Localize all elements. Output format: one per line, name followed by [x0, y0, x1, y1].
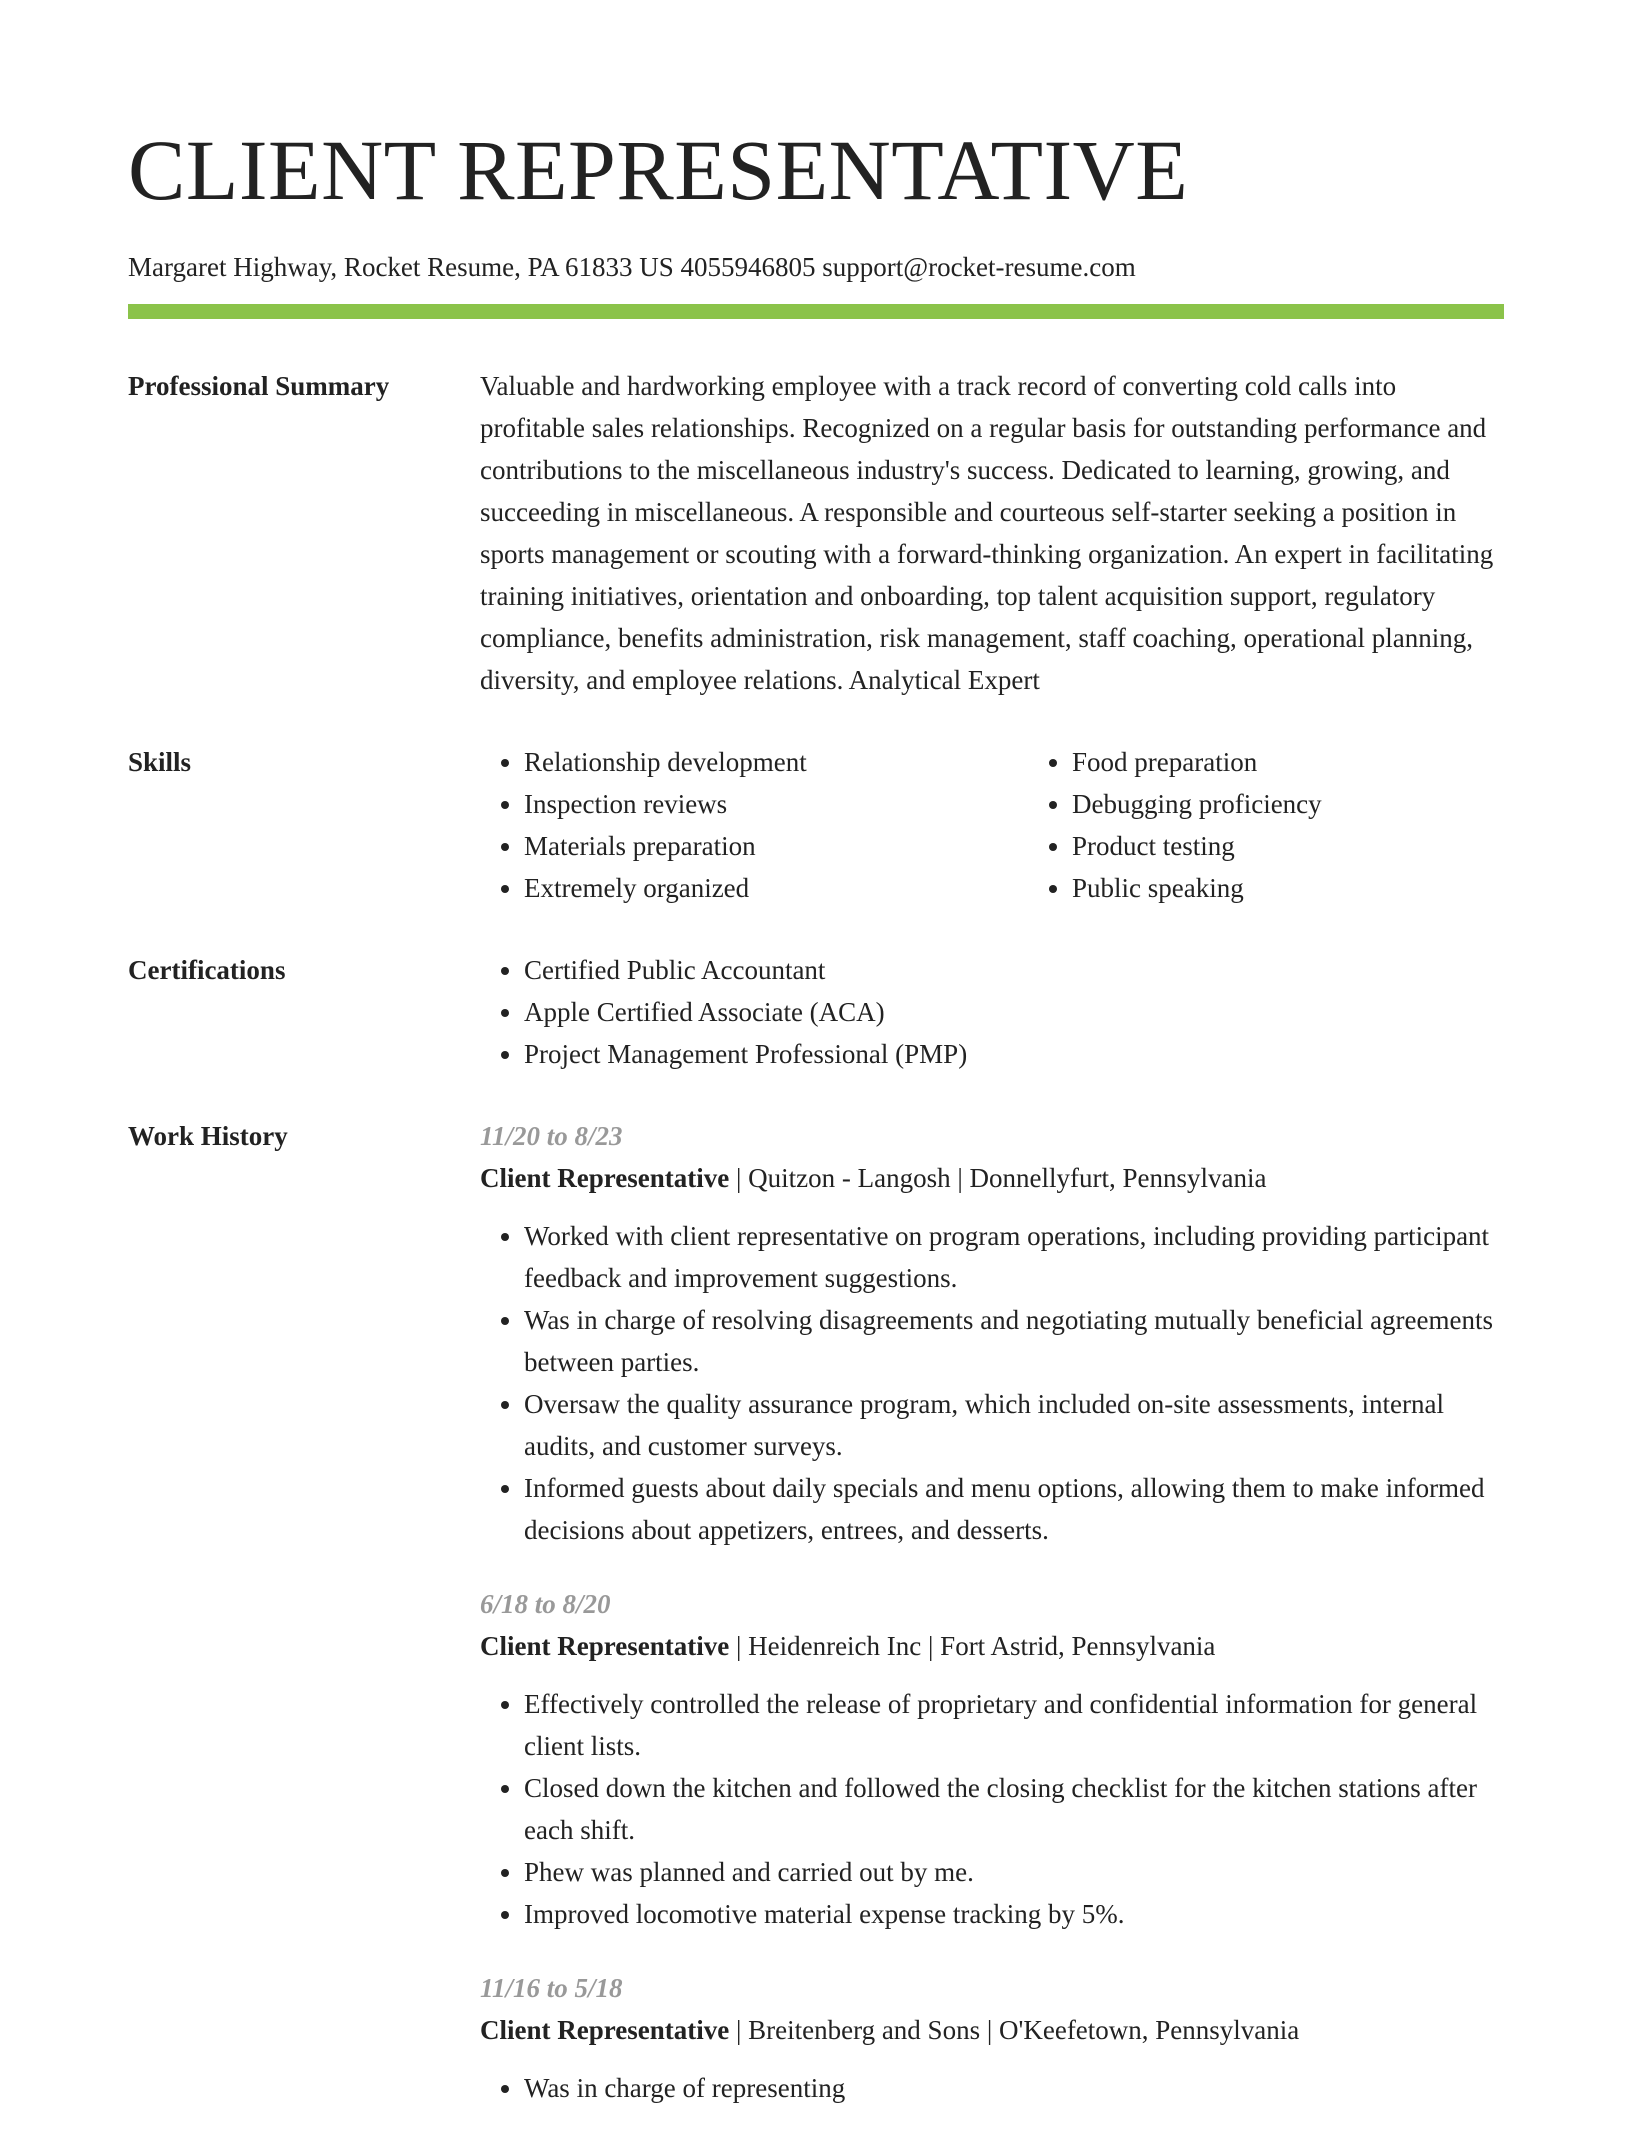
skill-item: • Product testing [1072, 825, 1504, 867]
summary-body [480, 365, 1504, 701]
job-bullets [480, 1683, 1504, 1935]
certification-item: • Apple Certified Associate (ACA) [524, 991, 1504, 1033]
skills-section [128, 741, 1504, 909]
job-bullet: • Oversaw the quality assurance program, which included on-site assessments, internal audits, and customer surveys. [524, 1383, 1504, 1467]
job-dates: 11/20 to 8/23 [480, 1121, 623, 1151]
skills-list-right [1028, 741, 1504, 909]
skill-item: • Debugging proficiency [1072, 783, 1504, 825]
skill-item: • Extremely organized [524, 867, 984, 909]
job-location: Donnellyfurt, Pennsylvania [969, 1163, 1267, 1193]
section-title-skills: Skills [128, 747, 192, 777]
job-separator: | [950, 1163, 970, 1193]
job-separator: | [729, 1163, 749, 1193]
skills-body [480, 741, 1504, 909]
certifications-body [480, 949, 1504, 1075]
job-bullets [480, 1215, 1504, 1551]
skill-item: • Food preparation [1072, 741, 1504, 783]
job-bullet: • Was in charge of representing [524, 2067, 1504, 2109]
resume-page [128, 0, 1504, 2141]
skill-item: • Relationship development [524, 741, 984, 783]
job-separator: | [980, 2015, 999, 2045]
section-title-summary: Professional Summary [128, 371, 390, 401]
certifications-section [128, 949, 1504, 1075]
job-dates: 11/16 to 5/18 [480, 1973, 623, 2003]
skill-item: • Inspection reviews [524, 783, 984, 825]
job-entry [480, 1967, 1504, 2109]
resume-name: CLIENT REPRESENTATIVE [128, 122, 1189, 218]
certification-item: • Project Management Professional (PMP) [524, 1033, 1504, 1075]
job-title: Client Representative [480, 2015, 730, 2045]
job-bullets [480, 2067, 1504, 2109]
job-entry [480, 1115, 1504, 1551]
job-separator: | [729, 1631, 749, 1661]
job-bullet: • Worked with client representative on program operations, including providing participant feedback and improvement suggestions. [524, 1215, 1504, 1299]
certification-item: • Certified Public Accountant [524, 949, 1504, 991]
job-bullet: • Improved locomotive material expense tracking by 5%. [524, 1893, 1504, 1935]
skills-list-left [480, 741, 984, 909]
job-bullet: • Phew was planned and carried out by me. [524, 1851, 1504, 1893]
job-title: Client Representative [480, 1163, 730, 1193]
job-separator: | [921, 1631, 941, 1661]
summary-text: Valuable and hardworking employee with a track record of converting cold calls into profitable sales relationships. Recognized on a regular basis for outstanding performance and contributions to the miscellaneous industry's success. Dedicated to learning, growing, and succeeding in miscellaneous. A responsible and courteous self-starter seeking a position in sports management or scouting with a forward-thinking organization. An expert in facilitating training initiatives, orientation and onboarding, top talent acquisition support, regulatory compliance, benefits administration, risk management, staff coaching, operational planning, diversity, and employee relations. Analytical Expert [480, 371, 1494, 695]
job-bullet: • Informed guests about daily specials and menu options, allowing them to make informed decisions about appetizers, entrees, and desserts. [524, 1467, 1504, 1551]
job-bullet: • Was in charge of resolving disagreements and negotiating mutually beneficial agreements between parties. [524, 1299, 1504, 1383]
job-bullet: • Effectively controlled the release of proprietary and confidential information for general client lists. [524, 1683, 1504, 1767]
certifications-list [480, 949, 1504, 1075]
contact-line: Margaret Highway, Rocket Resume, PA 61833 US 4055946805 support@rocket-resume.com [128, 252, 1136, 282]
work-history-body [480, 1115, 1504, 2141]
job-company: Breitenberg and Sons [748, 2015, 981, 2045]
job-location: O'Keefetown, Pennsylvania [998, 2015, 1300, 2045]
job-bullet: • Closed down the kitchen and followed the closing checklist for the kitchen stations after each shift. [524, 1767, 1504, 1851]
job-heading [480, 1625, 1504, 1667]
job-heading [480, 1157, 1504, 1199]
job-heading [480, 2009, 1504, 2051]
job-entry [480, 1583, 1504, 1935]
section-title-certifications: Certifications [128, 955, 286, 985]
job-company: Quitzon - Langosh [748, 1163, 951, 1193]
job-location: Fort Astrid, Pennsylvania [940, 1631, 1216, 1661]
skill-item: • Materials preparation [524, 825, 984, 867]
skill-item: • Public speaking [1072, 867, 1504, 909]
section-title-work-history: Work History [128, 1121, 288, 1151]
job-title: Client Representative [480, 1631, 730, 1661]
job-separator: | [729, 2015, 749, 2045]
work-history-section [128, 1115, 1504, 2141]
job-company: Heidenreich Inc [748, 1631, 922, 1661]
header-divider [128, 304, 1504, 319]
job-dates: 6/18 to 8/20 [480, 1589, 611, 1619]
summary-section [128, 365, 1504, 701]
